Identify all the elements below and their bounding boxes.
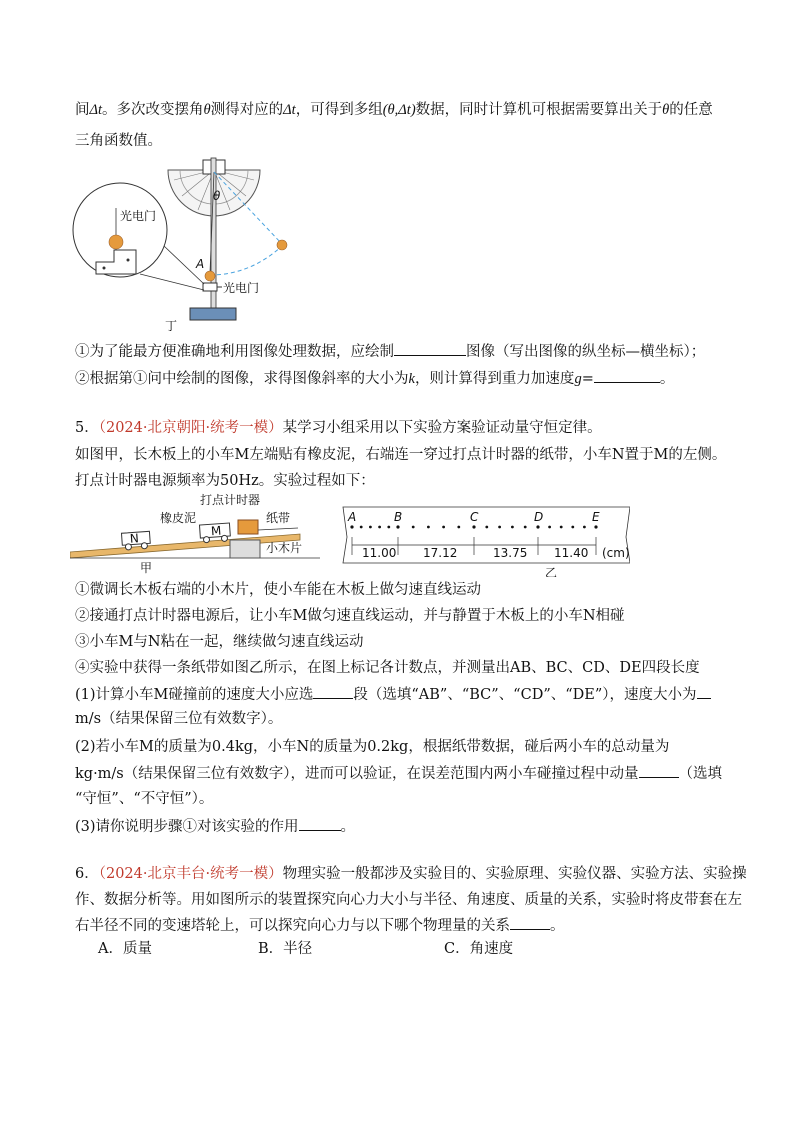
- tape-point-label: A: [348, 510, 357, 524]
- tape-dot: [360, 526, 363, 529]
- tape-dot: [378, 526, 381, 529]
- tape-point-dot: [472, 525, 475, 528]
- tape-point-label: B: [394, 510, 403, 524]
- q5-question-1: (1)计算小车M碰撞前的速度大小应选 段（选填“AB”、“BC”、“CD”、“DE”），速度大小为: [75, 684, 711, 705]
- tape-length-label: 13.75: [493, 546, 528, 560]
- q5-heading: 5．（2024·北京朝阳·统考一模）某学习小组采用以下实验方案验证动量守恒定律。: [75, 420, 602, 436]
- q5-question-1-cont: m/s（结果保留三位有效数字）。: [75, 711, 283, 727]
- answer-blank-segment[interactable]: [313, 684, 353, 699]
- tape-dot: [485, 526, 488, 529]
- tape-dot: [442, 526, 445, 529]
- figure-caption-jia: 甲: [140, 561, 153, 575]
- q6-option-b[interactable]: B．半径: [258, 941, 313, 957]
- q4-sub-2: ②根据第①问中绘制的图像，求得图像斜率的大小为k，则计算得到重力加速度g= 。: [75, 368, 674, 389]
- figure-cart-setup: [70, 490, 330, 575]
- q5-step-4: ④实验中获得一条纸带如图乙所示，在图上标记各计数点，并测量出AB、BC、CD、DE四段长度: [75, 660, 700, 676]
- q6-line-2: 作、数据分析等。用如图所示的装置探究向心力大小与半径、角速度、质量的关系，实验时将皮带套在左: [75, 892, 742, 908]
- tape-unit-label: (cm): [602, 546, 630, 560]
- tape-dot: [548, 526, 551, 529]
- tape-point-label: C: [470, 510, 479, 524]
- tape-point-dot: [396, 525, 399, 528]
- q5-step-1: ①微调长木板右端的小木片，使小车能在木板上做匀速直线运动: [75, 582, 481, 598]
- answer-blank-step1[interactable]: [299, 816, 341, 831]
- q5-question-3: (3)请你说明步骤①对该实验的作用 。: [75, 816, 355, 837]
- q5-source: （2024·北京朝阳·统考一模）: [98, 420, 283, 436]
- label-timer: 打点计时器: [200, 493, 261, 507]
- tape-point-dot: [594, 525, 597, 528]
- answer-blank-speed[interactable]: [697, 684, 711, 699]
- tape-dot: [412, 526, 415, 529]
- tape-dot: [583, 526, 586, 529]
- tape-point-label: D: [534, 510, 544, 524]
- q5-para-2: 打点计时器电源频率为50Hz。实验过程如下：: [75, 473, 375, 489]
- tape-dot: [427, 526, 430, 529]
- answer-blank-graph[interactable]: [394, 341, 466, 356]
- q4-sub-1: ①为了能最方便准确地利用图像处理数据，应绘制 图像（写出图像的纵坐标—横坐标）；: [75, 341, 705, 362]
- tape-length-label: 11.40: [554, 546, 589, 560]
- q5-step-2: ②接通打点计时器电源后，让小车M做匀速直线运动，并与静置于木板上的小车N相碰: [75, 608, 625, 624]
- label-theta: θ: [213, 189, 221, 203]
- label-putty: 橡皮泥: [160, 511, 197, 525]
- label-photogate-zoom: 光电门: [120, 209, 157, 223]
- label-a: A: [196, 257, 205, 271]
- tape-dot: [524, 526, 527, 529]
- q4-intro-line-1: 间Δt。多次改变摆角θ测得对应的Δt，可得到多组(θ,Δt)数据，同时计算机可根据需要算出关于θ的任意: [75, 102, 713, 118]
- q4-intro-line-2: 三角函数值。: [75, 133, 162, 149]
- figure-caption-ding: 丁: [165, 319, 178, 333]
- q5-para-1: 如图甲，长木板上的小车M左端贴有橡皮泥，右端连一穿过打点计时器的纸带，小车N置于M的左侧。: [75, 447, 727, 463]
- q6-option-c[interactable]: C．角速度: [444, 941, 514, 957]
- answer-blank-conserved[interactable]: [639, 763, 679, 778]
- q5-question-2-options: “守恒”、“不守恒”）。: [75, 791, 214, 807]
- label-tape: 纸带: [266, 511, 291, 525]
- figure-caption-yi: 乙: [545, 566, 558, 577]
- tape-point-label: E: [592, 510, 600, 524]
- q6-option-a[interactable]: A．质量: [98, 941, 152, 957]
- q6-source: （2024·北京丰台·统考一模）: [98, 866, 283, 882]
- label-photogate: 光电门: [223, 281, 260, 295]
- tape-dot: [498, 526, 501, 529]
- tape-dot: [457, 526, 460, 529]
- tape-point-dot: [350, 525, 353, 528]
- tape-point-dot: [536, 525, 539, 528]
- q6-line-3: 右半径不同的变速塔轮上，可以探究向心力与以下哪个物理量的关系 。: [75, 915, 565, 936]
- tape-length-label: 17.12: [423, 546, 458, 560]
- tape-length-label: 11.00: [362, 546, 397, 560]
- tape-dot: [560, 526, 563, 529]
- label-block: 小木片: [266, 541, 303, 555]
- tape-dot: [571, 526, 574, 529]
- tape-dot: [369, 526, 372, 529]
- q5-question-2: (2)若小车M的质量为0.4kg，小车N的质量为0.2kg，根据纸带数据，碰后两小车的总动量为: [75, 739, 670, 755]
- label-car-m: M: [210, 523, 222, 539]
- tape-dot: [387, 526, 390, 529]
- q6-heading: 6．（2024·北京丰台·统考一模）物理实验一般都涉及实验目的、实验原理、实验仪器、实验方法、实验操: [75, 866, 747, 882]
- q5-question-2-cont: kg·m/s（结果保留三位有效数字），进而可以验证，在误差范围内两小车碰撞过程中动量 （选填: [75, 763, 722, 784]
- q5-step-3: ③小车M与N粘在一起，继续做匀速直线运动: [75, 634, 364, 650]
- tape-dot: [511, 526, 514, 529]
- figure-pendulum: [70, 150, 330, 340]
- label-car-n: N: [129, 531, 140, 546]
- answer-blank-g[interactable]: [594, 368, 660, 383]
- answer-blank-q6[interactable]: [510, 915, 550, 930]
- figure-paper-tape: [340, 505, 630, 577]
